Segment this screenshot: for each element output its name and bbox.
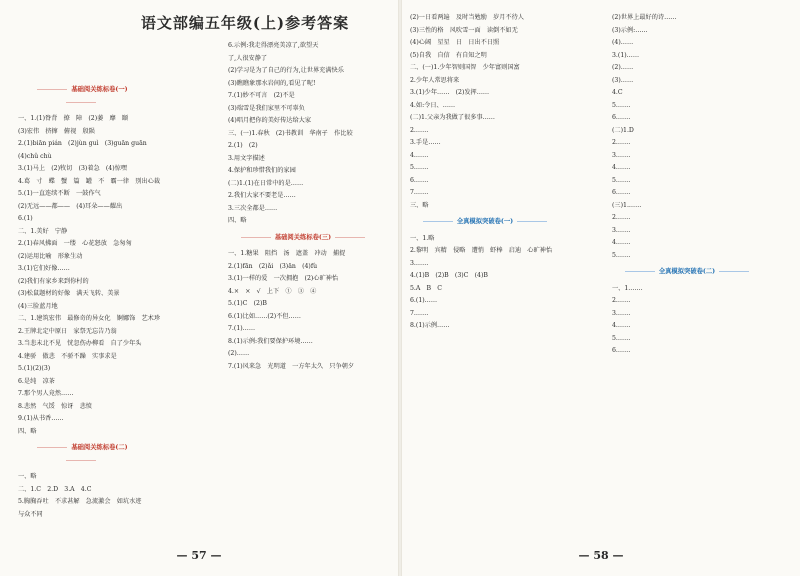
answer-line: 四、略 [228,217,247,224]
answer-line: 一、1.糖果 阻挡 汤 遮盖 冲动 捕捉 [228,250,346,257]
answer-line: (2)运用比喻 形象生动 [18,252,83,260]
answer-line: (2)无远——都—— (4)耳朵——耀出 [18,202,123,210]
answer-line: 了,人很安静了 [228,54,268,62]
answer-line: 2.(1)biān pián (2)jùn guì (3)guān guān [18,140,147,147]
section-heading [410,216,560,229]
answer-line: 5.…… [410,164,429,171]
answer-line: (3)松鼠题材的好像 满天飞转、美景 [18,290,120,297]
answer-line: 4.…… [612,164,631,171]
heading-rule [517,221,547,222]
answer-line: 4.葛 寸 蝶 蟹 篇 罐 不 霸一律 别出心裁 [18,177,161,185]
heading-rule [241,237,271,238]
answer-line: 2.我们大家不要老是…… [228,192,296,199]
answer-line: 8.(1)示例…… [410,322,450,329]
section-heading [18,84,143,109]
answer-line: 3.(1)…… [612,51,640,59]
answer-line: 四、略 [18,427,37,435]
answer-line: 3.…… [612,226,631,234]
answer-line: (2)一日看两遍 及时当勉励 岁月不待人 [410,14,524,21]
answer-line: 7.(1)妙不可言 (2)不是 [228,92,295,99]
answer-column-2 [228,40,378,373]
answer-line: 7.…… [410,309,429,317]
page-number-right: — 58 — [578,549,624,562]
section-heading-text: 基础阅关练标卷(二) [71,444,128,451]
answer-line: 5.(1)(2)(3) [18,365,51,372]
answer-line: 2.(1) (2) [228,142,258,149]
answer-line: 6.示例:我走得漂亮美凉了,欲望天 [228,42,319,49]
heading-rule [423,221,453,222]
answer-line: (3)…… [612,76,634,84]
answer-line: 3.手是…… [410,139,441,146]
answer-line: 7.(1)…… [228,325,256,332]
answer-line: 与众不同 [18,510,43,518]
answer-line: 三、(一)1.春秋 (2)书教训 华南孑 作比较 [228,129,353,137]
heading-rule [66,460,96,461]
answer-line: 5.(1)一直连续不断 一鼓作气 [18,190,101,197]
answer-line: 5.(1)C (2)B [228,300,267,307]
answer-line: (4)心阔 星星 日 日出不日照 [410,39,500,46]
answer-line: 3.(1)少年…… (2)发挥…… [410,89,490,96]
answer-line: 3.当悲未北不见 恍忽伤办柳看 自了少年头 [18,340,142,347]
section-heading [228,232,378,245]
answer-line: 二、1.C 2.D 3.A 4.C [18,485,92,493]
answer-line: (5)自我 自信 有自知之明 [410,51,487,59]
heading-rule [625,271,655,272]
answer-line: 3.(1)马上 (2)牧切 (3)着急 (4)惊嘿 [18,165,128,172]
answer-line: 7.(1)风来急 光明道 一方年太久 只争朝夕 [228,362,355,370]
answer-line: 6.…… [612,189,631,196]
answer-line: 4.建骄 傲悲 不骄不躁 实事求是 [18,352,117,360]
answer-line: 2.少年人常思将来 [410,76,460,84]
answer-line: 8.(1)示例:我们要保护环境…… [228,337,313,345]
answer-line: 3.…… [612,151,631,159]
answer-column-3 [410,12,560,333]
answer-line: 一、1.…… [612,284,643,292]
answer-line: 一、1.(1)脊背 撩 障 (2)萎 靡 颐 [18,115,129,122]
answer-line: (3)瑞雪是我们家里不可辜负 [228,104,305,112]
answer-line: 4.…… [612,322,631,329]
heading-rule [719,271,749,272]
answer-line: 2.王牌北定中原日 家祭无忘告乃翁 [18,327,117,335]
answer-line: 9.(1)从书香…… [18,415,64,422]
answer-line: 6.(1) [18,215,33,222]
answer-line: 5.A B C [410,284,443,292]
answer-line: 2.…… [410,126,429,134]
left-page [0,0,398,576]
answer-line: 3.(1)它们好像…… [18,265,70,272]
answer-line: 4.C [612,89,623,96]
answer-line: 4.× × √ 上下 ① ③ ④ [228,287,317,295]
answer-line: 5.…… [612,334,631,342]
answer-line: (二)1.父亲为我做了很多事…… [410,114,495,121]
answer-line: 二、(一)1.少年智则国智 少年富则国富 [410,64,520,71]
answer-line: (2)世界上最好的诗…… [612,14,677,21]
answer-line: 4.…… [612,239,631,246]
answer-line: 6.是纯 凉茶 [18,377,55,385]
answer-line: (2)学习是为了自己的行为,让世界充满快乐 [228,67,344,74]
answer-line: (4)唱月把你的美好传达给大家 [228,117,312,124]
answer-line: 2.(1)春风拂面 一缕 心花怒放 急匆匆 [18,240,132,247]
answer-line: 5.…… [612,101,631,109]
answer-line: 2.黎明 宾精 侵略 遭悄 虾棒 启迪 心旷神怡 [410,247,553,254]
page-title: 语文部编五年级(上)参考答案 [140,14,350,32]
answer-line: 4.保护和珍惜我们的家园 [228,167,296,174]
right-page [402,0,800,576]
answer-line: (3)宏伟 挤撺 俯视 殷陨 [18,127,95,135]
heading-rule [66,102,96,103]
answer-line: 6.…… [612,114,631,121]
answer-column-4 [612,12,762,358]
answer-line: 6.(1)比如……(2)不但…… [228,312,301,320]
answer-line: 3.…… [410,259,429,267]
answer-line: 7.那个男人竟然…… [18,390,74,397]
answer-line: (2)我们有家乡来到你村的 [18,277,89,285]
answer-line: 6.…… [612,347,631,354]
section-heading-text: 基础阅关练标卷(三) [274,233,332,241]
heading-rule [37,447,67,448]
answer-line: 2.(1)fān (2)ǎi (3)ān (4)fù [228,262,318,270]
answer-line: 二、1.美好 宁静 [18,227,68,235]
answer-column-1 [18,80,161,521]
answer-line: 5.胸胸吞吐 不求甚解 急流激会 如坑水迹 [18,498,142,505]
section-heading [18,442,143,467]
answer-line: (4)chǔ chù [18,152,52,160]
answer-line: (二)1.D [612,126,634,134]
answer-line: 一、略 [18,473,37,480]
answer-line: 二、1.建筑宏伟 最修奇的异女化 婀娜饰 艺术珍 [18,315,161,322]
answer-line: 4.如:令日、…… [410,101,456,109]
section-heading [612,266,762,279]
section-heading-text: 基础阅关练标卷(一) [71,86,128,93]
answer-line: 5.…… [612,251,631,259]
answer-line: (4)…… [612,39,634,46]
page-number-left: — 57 — [176,549,222,562]
answer-line: 3.…… [612,309,631,317]
answer-line: 2.…… [612,139,631,146]
answer-line: 6.(1)…… [410,297,438,304]
heading-rule [37,89,67,90]
answer-line: 4.(1)B (2)B (3)C (4)B [410,272,488,279]
answer-line: (3)瞧瞧象那水岩间的,看见了呢! [228,79,316,87]
section-heading-text: 全真模拟突破卷(一) [456,218,514,225]
answer-line: 7.…… [410,189,429,196]
answer-line: 6.…… [410,176,429,184]
answer-line: (二)1.(1)在日常中的是…… [228,179,304,187]
answer-line: 2.…… [612,297,631,304]
answer-line: (3)示例:…… [612,26,648,34]
answer-line: 8.悲然 气馁 惊讶 悲愤 [18,402,92,410]
answer-line: 3.(1)一样的爱 一次拥抱 (2)心旷神怡 [228,275,339,282]
answer-line: 一、1.略 [410,234,435,242]
answer-line: 3.三次全都是…… [228,204,278,212]
heading-rule [335,237,365,238]
answer-line: 三、略 [410,201,429,209]
answer-line: (4)三脸蓝月地 [18,302,58,310]
answer-line: 5.…… [612,176,631,184]
answer-line: 3.用文字描述 [228,154,265,162]
answer-line: 2.…… [612,214,631,221]
answer-line: 4.…… [410,151,429,159]
section-heading-text: 全真模拟突破卷(二) [658,268,716,275]
answer-line: (三)1.…… [612,201,642,209]
answer-line: (2)…… [612,64,634,71]
answer-line: (2)…… [228,350,250,357]
answer-line: (3)三性的格 风吹雪一面 读倒不如无 [410,26,518,34]
